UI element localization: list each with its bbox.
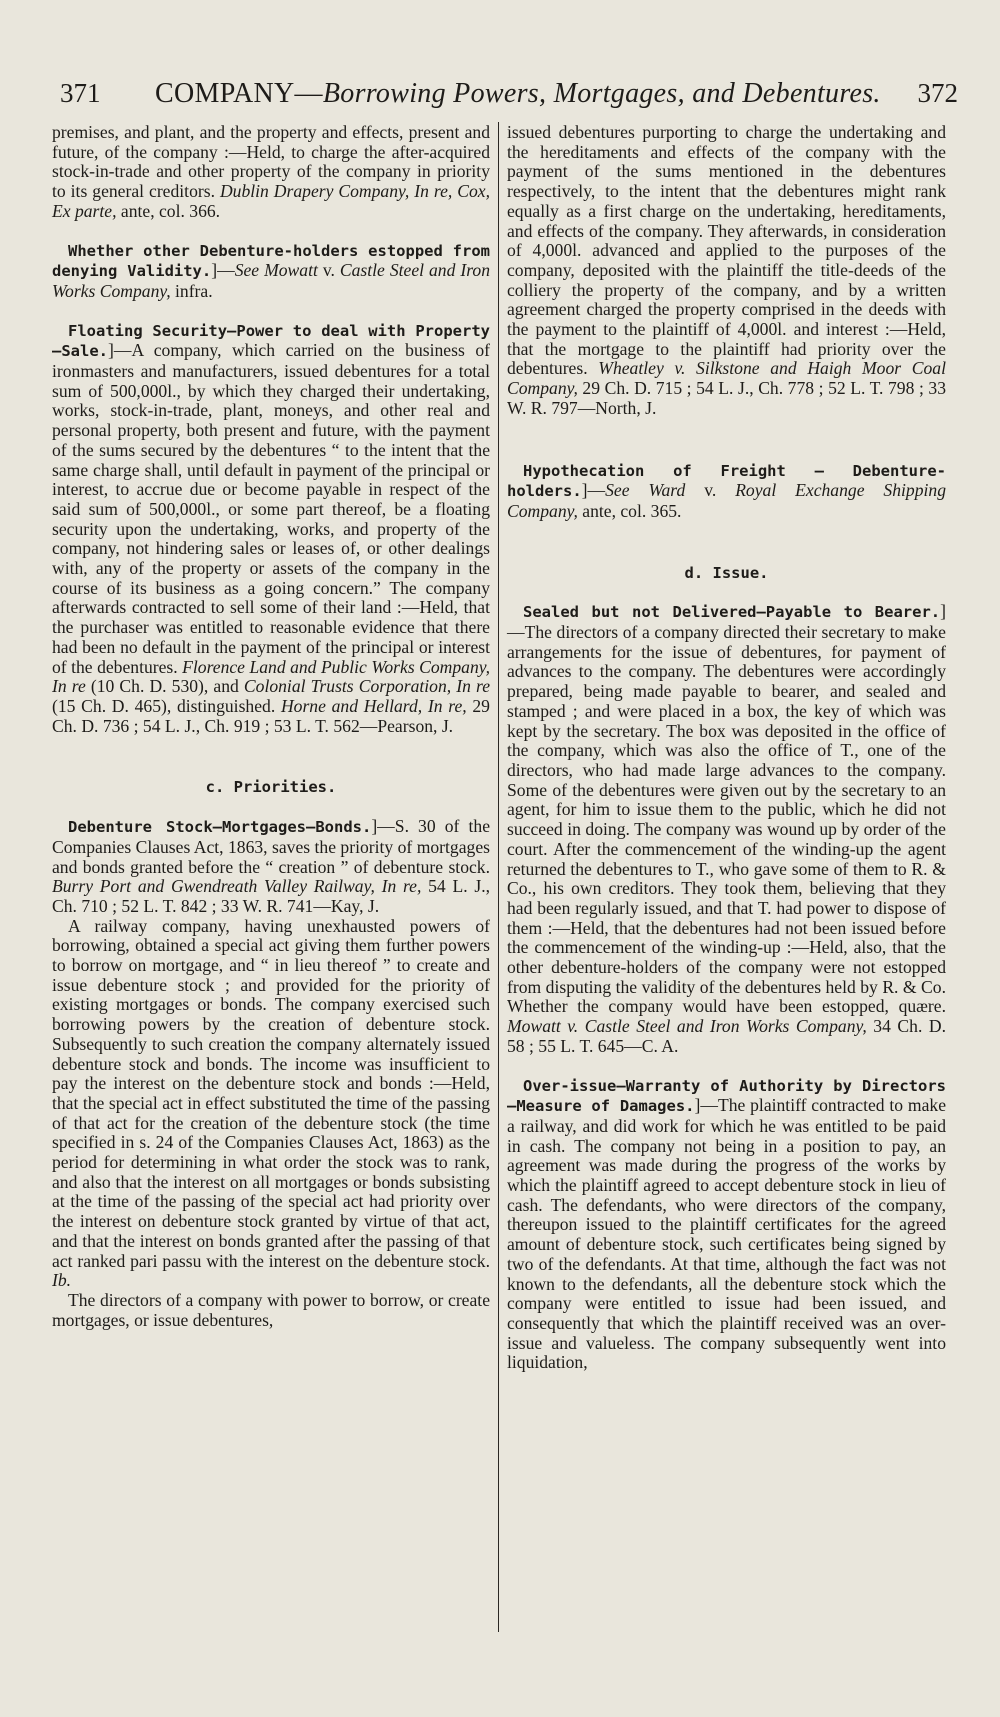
paragraph-text: infra. <box>170 280 213 301</box>
case-citation: Colonial Trusts Corporation, In re <box>243 676 490 697</box>
case-citation: Horne and Hellard, In re, <box>280 695 467 716</box>
case-citation: Burry Port and Gwendreath Valley Railway, In re, <box>52 876 422 897</box>
paragraph-heading: Over-issue—Warranty of Authority by Directors—Measure of Damages. <box>507 1076 946 1116</box>
case-citation: Dublin Drapery Company, In re, Cox, Ex parte, <box>52 181 490 221</box>
case-citation: See Mowatt <box>234 260 318 281</box>
paragraph-text: 29 Ch. D. 736 ; 54 L. J., Ch. 919 ; 53 L. T. 562—Pearson, J. <box>52 695 490 736</box>
section-heading: c. Priorities. <box>205 778 337 797</box>
case-citation: Royal Exchange Shipping Company, <box>507 480 946 521</box>
paragraph-heading: Whether other Debenture-holders estopped from denying Validity. <box>52 241 490 281</box>
paragraph <box>507 461 946 522</box>
paragraph-text: ]— <box>211 260 235 281</box>
paragraph-heading: Floating Security—Power to deal with Property—Sale. <box>52 321 490 361</box>
case-citation: Mowatt v. Castle Steel and Iron Works Company, <box>507 1016 867 1037</box>
paragraph-text: 54 L. J., Ch. 710 ; 52 L. T. 842 ; 33 W. R. 741—Kay, J. <box>52 876 491 916</box>
title-subtitle: Borrowing Powers, Mortgages, and Debentures. <box>322 78 881 109</box>
case-citation: Florence Land and Public Works Company, In re <box>52 656 490 697</box>
paragraph-text: v. <box>317 260 340 281</box>
paragraph-text: ante, col. 366. <box>116 200 221 221</box>
paragraph-text: A railway company, having unexhausted powers of borrowing, obtained a special act giving them further powers to borrow on mortgage, and “ in lieu thereof ” to create and issue debenture stock ; and provided for the priority of existing mortgages or bonds. The company exercised such borrowing powers by the creation of debenture stock. Subsequently to such creation the company alternately issued debenture stock and bonds. The income was insufficient to pay the interest on the debenture stock and bonds :—Held, that the special act in effect substituted the time of the passing of that act for the creation of the debenture stock (the time specified in s. 24 of the Companies Clauses Act, 1863) as the period for determining in what order the stock was to rank, and also that the interest on all mortgages or bonds subsisting at the time of the passing of the special act had priority over the interest on debenture stock granted by virtue of that act, and that the interest on bonds granted after the passing of that act ranked pari passu with the interest on the debenture stock. <box>52 915 490 1271</box>
paragraph-text: ]—S. 30 of the Companies Clauses Act, 1863, saves the priority of mortgages and bonds granted before the “ creation ” of debenture stock. <box>52 816 491 877</box>
paragraph <box>507 1076 946 1374</box>
paragraph-text: (15 Ch. D. 465), distinguished. <box>52 695 281 716</box>
left-page-number: 371 <box>60 78 101 108</box>
paragraph <box>52 817 490 917</box>
case-citation: See Ward <box>605 480 686 501</box>
paragraph <box>52 917 490 1291</box>
paragraph <box>52 1291 490 1330</box>
running-header <box>60 78 958 118</box>
paragraph-text: (10 Ch. D. 530), and <box>85 676 244 697</box>
case-citation: Wheatley v. Silkstone and Haigh Moor Coal Company, <box>507 358 946 399</box>
section-heading: d. Issue. <box>684 563 769 582</box>
title-main: COMPANY— <box>155 78 323 109</box>
paragraph-heading: Debenture Stock—Mortgages—Bonds. <box>68 818 372 837</box>
right-page-number: 372 <box>917 78 958 108</box>
paragraph-heading: Sealed but not Delivered—Payable to Bearer. <box>523 603 941 622</box>
paragraph <box>52 321 490 737</box>
case-citation: Ib. <box>52 1270 72 1291</box>
paragraph-text: ]—The plaintiff contracted to make a railway, and did work for which he was entitled to be paid in cash. The company not being in a position to pay, an agreement was made during the progress of the works by which the plaintiff agreed to accept debenture stock in lieu of cash. The defendants, who were directors of the company, thereupon issued to the plaintiff certificates for the agreed amount of debenture stock, such certificates being signed by two of the defendants. At that time, although the fact was not known to the defendants, all the debenture stock which the company were entitled to issue had been issued, and consequently that which the plaintiff received was an over-issue and valueless. The company subsequently went into liquidation, <box>507 1095 946 1373</box>
left-column <box>52 123 490 1330</box>
paragraph <box>52 123 490 222</box>
case-citation: Castle Steel and Iron Works Company, <box>52 260 491 301</box>
paragraph <box>507 123 946 419</box>
paragraph <box>507 602 946 1056</box>
paragraph-heading: Hypothecation of Freight — Debenture-holders. <box>507 461 946 501</box>
paragraph-text: ]—A company, which carried on the business of ironmasters and manufacturers, issued debentures for a total sum of 500,000l., by which they charged their undertaking, works, stock-in-trade, plant, moneys, and other real and personal property, both present and future, with the payment of the sums secured by the debentures “ to the intent that the same charge shall, until default in payment of the principal or interest, to accrue due or become payable in respect of the said sum of 500,000l., or some part thereof, be a floating security upon the undertaking, works, and property of the company, not hindering sales or leases of, or other dealings with, any of the property or assets of the company in the course of its business as a going concern.” The company afterwards contracted to sell some of their land :—Held, that the purchaser was entitled to reasonable evidence that there had been no default in the payment of the principal or interest of the debentures. <box>52 340 490 677</box>
paragraph-text: premises, and plant, and the property and effects, present and future, of the company :—Held, to charge the after-acquired stock-in-trade and other property of the company in priority to its general creditors. <box>52 122 490 202</box>
paragraph-text: ante, col. 365. <box>577 500 682 521</box>
right-column <box>507 123 946 1373</box>
paragraph-text: issued debentures purporting to charge the undertaking and the hereditaments and effects of the company with the payment of the sums mentioned in the debentures respectively, to the intent that the debentures might rank equally as a first charge on the undertaking, hereditaments, and effects of the company. They afterwards, in consideration of 4,000l. advanced and applied to the purposes of the company, deposited with the plaintiff the title-deeds of the colliery the property of the company, and by a written agreement charged the property comprised in the deeds with the payment to the plaintiff of 4,000l. and interest :—Held, that the mortgage to the plaintiff had priority over the debentures. <box>507 122 946 379</box>
paragraph-text: ]—The directors of a company directed their secretary to make arrangements for the issue of debentures, for payment of advances to the company. The debentures were accordingly prepared, being made payable to bearer, and sealed and stamped ; and were placed in a box, the key of which was kept by the secretary. The box was deposited in the office of the company, which was also the office of T., one of the directors, who had made large advances to the company. Some of the debentures were given out by the secretary to an agent, for him to issue them to the public, which he did not succeed in doing. The company was wound up by order of the court. After the commencement of the winding-up the agent returned the debentures to T., who gave some of them to R. & Co., his own creditors. They took them, believing that they had been regularly issued, and that T. had power to dispose of them :—Held, that the debentures had not been issued before the commencement of the winding-up :—Held, also, that the other debenture-holders of the company were not estopped from disputing the validity of the debentures held by R. & Co. Whether the company would have been estopped, quære. <box>507 601 946 1017</box>
column-divider <box>498 122 499 1632</box>
paragraph-text: ]— <box>581 480 606 501</box>
paragraph-text: v. <box>685 480 736 501</box>
paragraph-text: 29 Ch. D. 715 ; 54 L. J., Ch. 778 ; 52 L. T. 798 ; 33 W. R. 797—North, J. <box>507 378 946 418</box>
paragraph <box>52 241 490 302</box>
paragraph-text: The directors of a company with power to borrow, or create mortgages, or issue debentures, <box>52 1289 490 1330</box>
paragraph-text: 34 Ch. D. 58 ; 55 L. T. 645—C. A. <box>507 1016 946 1056</box>
page-title <box>155 78 881 110</box>
